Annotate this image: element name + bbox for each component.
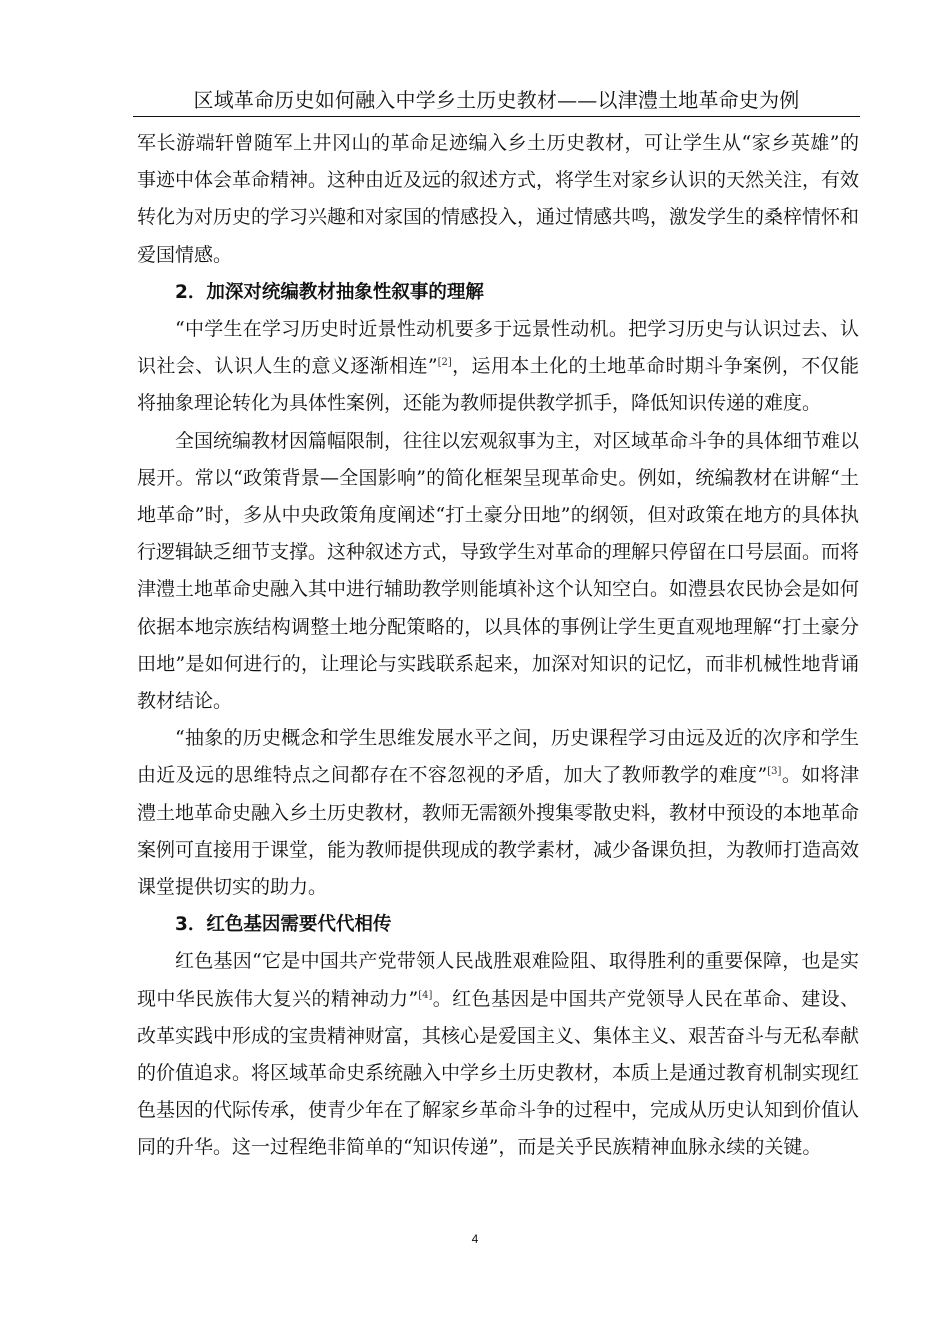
paragraph-text: 。红色基因是中国共产党领导人民在革命、建设、改革实践中形成的宝贵精神财富，其核心是爱国主义、集体主义、艰苦奋斗与无私奉献的价值追求。将区域革命史系统融入中学乡土历史教材，本质上是通过教育机制实现红色基因的代际传承，使青少年在了解家乡革命斗争的过程中，完成从历史认知到价值认同的升华。这一过程绝非简单的“知识传递”，而是关乎民族精神血脉永续的关键。 [137,987,860,1159]
header-rule [133,116,860,117]
body-text [137,125,859,1167]
paragraph-text: 。如将津澧土地革命史融入乡土历史教材，教师无需额外搜集零散史料，教材中预设的本地革命案例可直接用于课堂，能为教师提供现成的教学素材，减少备课负担，为教师打造高效课堂提供切实的助力。 [137,764,860,899]
citation-ref-3: [3] [767,766,782,778]
paragraph-text: ，运用本土化的土地革命时期斗争案例，不仅能将抽象理论转化为具体性案例，还能为教师提供教学抓手，降低知识传递的难度。 [137,355,859,415]
paragraph-text: 红色基因“它是中国共产党带领人民战胜艰难险阻、取得胜利的重要保障，也是实现中华民族伟大复兴的精神动力” [137,950,859,1010]
page-number: 4 [471,1232,479,1246]
citation-ref-4: [4] [418,989,433,1001]
paragraph-abstract-concepts [137,720,859,906]
section-heading-3: 3．红色基因需要代代相传 [175,914,392,936]
paragraph-text: “中学生在学习历史时近景性动机要多于远景性动机。把学习历史与认识过去、认识社会、认识人生的意义逐渐相连” [137,318,859,378]
paragraph-text: “抽象的历史概念和学生思维发展水平之间，历史课程学习由远及近的次序和学生由近及远的思维特点之间都存在不容忽视的矛盾，加大了教师教学的难度” [137,727,859,787]
paragraph-unified-textbook: 全国统编教材因篇幅限制，往往以宏观叙事为主，对区域革命斗争的具体细节难以展开。常以“政策背景—全国影响”的简化框架呈现革命史。例如，统编教材在讲解“土地革命”时，多从中央政策角度阐述“打土豪分田地”的纲领，但对政策在地方的具体执行逻辑缺乏细节支撑。这种叙述方式，导致学生对革命的理解只停留在口号层面。而将津澧土地革命史融入其中进行辅助教学则能填补这个认知空白。如澧县农民协会是如何依据本地宗族结构调整土地分配策略的，以具体的事例让学生更直观地理解“打土豪分田地”是如何进行的，让理论与实践联系起来，加深对知识的记忆，而非机械性地背诵教材结论。 [137,429,860,713]
paragraph-continued: 军长游端轩曾随军上井冈山的革命足迹编入乡土历史教材，可让学生从“家乡英雄”的事迹中体会革命精神。这种由近及远的叙述方式，将学生对家乡认识的天然关注，有效转化为对历史的学习兴趣和对家国的情感投入，通过情感共鸣，激发学生的桑梓情怀和爱国情感。 [137,132,860,266]
running-header: 区域革命历史如何融入中学乡土历史教材——以津澧土地革命史为例 [193,88,800,112]
section-heading-2: 2．加深对统编教材抽象性叙事的理解 [175,281,484,303]
paragraph-quote-motivation [137,311,859,423]
citation-ref-2: [2] [437,357,452,369]
paragraph-red-gene [137,943,859,1166]
